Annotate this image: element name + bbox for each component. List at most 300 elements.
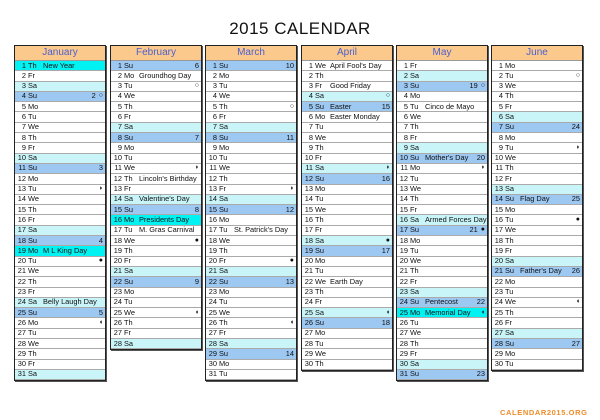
day-row[interactable]: [15, 298, 105, 308]
day-row[interactable]: [111, 236, 201, 246]
week-number: 10: [285, 60, 294, 70]
day-row[interactable]: [397, 298, 487, 308]
day-row[interactable]: [302, 133, 392, 143]
day-row[interactable]: [397, 339, 487, 349]
day-row[interactable]: [15, 360, 105, 370]
day-row[interactable]: [492, 360, 582, 370]
day-row[interactable]: [15, 71, 105, 81]
day-row[interactable]: [206, 329, 296, 339]
day-row[interactable]: [397, 349, 487, 359]
day-row[interactable]: [492, 133, 582, 143]
day-row[interactable]: [206, 195, 296, 205]
weekday-label: Tu: [505, 214, 514, 224]
day-row[interactable]: [206, 164, 296, 174]
day-number: 29: [399, 348, 408, 358]
day-number: 12: [399, 173, 408, 183]
day-row[interactable]: [111, 329, 201, 339]
day-row[interactable]: [111, 195, 201, 205]
day-row[interactable]: [206, 298, 296, 308]
day-number: 28: [113, 338, 122, 348]
day-row[interactable]: [111, 164, 201, 174]
day-row[interactable]: [397, 195, 487, 205]
month-column-may: [396, 45, 488, 381]
day-number: 24: [17, 297, 26, 307]
weekday-label: Tu: [410, 101, 419, 111]
day-row[interactable]: [15, 143, 105, 153]
event-label: Armed Forces Day: [425, 214, 487, 224]
event-label: Flag Day: [520, 194, 550, 204]
day-row[interactable]: [15, 339, 105, 349]
day-row[interactable]: [492, 61, 582, 71]
day-row[interactable]: [492, 257, 582, 267]
moon-first-icon: ◖: [289, 318, 294, 326]
day-row[interactable]: [206, 61, 296, 71]
weekday-label: Su: [505, 338, 515, 348]
day-row[interactable]: [111, 246, 201, 256]
day-row[interactable]: [302, 174, 392, 184]
day-row[interactable]: [492, 164, 582, 174]
day-row[interactable]: [111, 288, 201, 298]
weekday-label: Sa: [315, 91, 325, 101]
weekday-label: Mo: [505, 60, 516, 70]
day-number: 25: [399, 307, 408, 317]
day-row[interactable]: [302, 318, 392, 328]
weekday-label: We: [315, 60, 326, 70]
day-row[interactable]: [397, 71, 487, 81]
day-row[interactable]: [206, 318, 296, 328]
day-row[interactable]: [15, 277, 105, 287]
event-label: Pentecost: [425, 297, 458, 307]
weekday-label: Fr: [505, 101, 512, 111]
weekday-label: Mo: [124, 287, 135, 297]
week-number: 11: [286, 132, 294, 142]
day-number: 23: [304, 287, 313, 297]
day-row[interactable]: [206, 185, 296, 195]
day-row[interactable]: [206, 92, 296, 102]
day-row[interactable]: [111, 133, 201, 143]
day-row[interactable]: [206, 236, 296, 246]
weekday-label: Tu: [315, 266, 324, 276]
weekday-label: Th: [28, 60, 37, 70]
weekday-label: Sa: [28, 153, 38, 163]
day-row[interactable]: [397, 267, 487, 277]
weekday-label: Tu: [410, 173, 419, 183]
day-row[interactable]: [302, 215, 392, 225]
day-row[interactable]: [492, 308, 582, 318]
day-row[interactable]: [302, 308, 392, 318]
day-number: 30: [399, 359, 408, 369]
day-number: 16: [304, 214, 313, 224]
day-number: 22: [17, 276, 26, 286]
event-label: New Year: [43, 60, 75, 70]
day-row[interactable]: [111, 267, 201, 277]
weekday-label: Th: [505, 307, 514, 317]
day-row[interactable]: [302, 277, 392, 287]
day-row[interactable]: [111, 174, 201, 184]
day-row[interactable]: [206, 215, 296, 225]
day-row[interactable]: [206, 123, 296, 133]
day-number: 26: [208, 317, 217, 327]
day-row[interactable]: [206, 246, 296, 256]
weekday-label: Th: [410, 194, 419, 204]
weekday-label: Mo: [28, 173, 39, 183]
week-number: 18: [381, 317, 390, 327]
day-row[interactable]: [302, 360, 392, 370]
day-row[interactable]: [206, 133, 296, 143]
day-number: 15: [399, 204, 408, 214]
site-footer-link[interactable]: CALENDAR2015.ORG: [500, 408, 588, 417]
day-row[interactable]: [397, 133, 487, 143]
day-number: 9: [498, 142, 503, 152]
day-row[interactable]: [206, 71, 296, 81]
weekday-label: We: [124, 235, 135, 245]
day-number: 26: [494, 317, 503, 327]
weekday-label: Sa: [505, 111, 515, 121]
weekday-label: Mo: [315, 111, 326, 121]
day-number: 16: [208, 214, 217, 224]
weekday-label: Mo: [410, 163, 421, 173]
day-row[interactable]: [15, 246, 105, 256]
weekday-label: We: [28, 122, 39, 132]
day-row[interactable]: [397, 82, 487, 92]
day-row[interactable]: [492, 288, 582, 298]
day-number: 18: [304, 235, 313, 245]
day-row[interactable]: [492, 318, 582, 328]
day-row[interactable]: [302, 298, 392, 308]
day-row[interactable]: [397, 226, 487, 236]
day-row[interactable]: [15, 215, 105, 225]
day-number: 27: [399, 328, 408, 338]
day-number: 27: [494, 328, 503, 338]
day-number: 27: [208, 328, 217, 338]
day-row[interactable]: [302, 246, 392, 256]
day-number: 18: [494, 235, 503, 245]
day-number: 18: [208, 235, 217, 245]
day-row[interactable]: [111, 123, 201, 133]
day-number: 2: [498, 70, 503, 80]
day-row[interactable]: [111, 277, 201, 287]
day-row[interactable]: [397, 112, 487, 122]
day-number: 14: [113, 194, 122, 204]
day-number: 7: [308, 122, 313, 132]
day-row[interactable]: [15, 257, 105, 267]
day-row[interactable]: [302, 349, 392, 359]
day-row[interactable]: [397, 288, 487, 298]
day-row[interactable]: [206, 288, 296, 298]
day-row[interactable]: [492, 102, 582, 112]
day-row[interactable]: [15, 133, 105, 143]
day-row[interactable]: [111, 215, 201, 225]
day-number: 11: [114, 163, 122, 173]
day-number: 23: [208, 287, 217, 297]
day-row[interactable]: [15, 195, 105, 205]
weekday-label: Fr: [315, 225, 322, 235]
day-number: 14: [494, 194, 503, 204]
day-row[interactable]: [302, 329, 392, 339]
day-row[interactable]: [206, 349, 296, 359]
day-number: 17: [399, 225, 408, 235]
day-row[interactable]: [111, 318, 201, 328]
moon-full-icon: ○: [289, 102, 294, 110]
day-row[interactable]: [15, 267, 105, 277]
day-row[interactable]: [302, 123, 392, 133]
weekday-label: Sa: [505, 184, 515, 194]
day-number: 8: [117, 132, 122, 142]
week-number: 7: [194, 132, 199, 142]
day-row[interactable]: [111, 92, 201, 102]
day-row[interactable]: [15, 61, 105, 71]
day-number: 19: [399, 245, 408, 255]
day-row[interactable]: [397, 370, 487, 380]
day-row[interactable]: [206, 360, 296, 370]
day-row[interactable]: [492, 143, 582, 153]
day-row[interactable]: [397, 164, 487, 174]
weekday-label: Fr: [28, 359, 35, 369]
day-row[interactable]: [111, 257, 201, 267]
day-row[interactable]: [492, 215, 582, 225]
day-row[interactable]: [302, 164, 392, 174]
event-label: Easter: [330, 101, 352, 111]
day-row[interactable]: [492, 236, 582, 246]
day-row[interactable]: [15, 82, 105, 92]
day-row[interactable]: [397, 360, 487, 370]
day-row[interactable]: [206, 226, 296, 236]
day-row[interactable]: [206, 370, 296, 380]
weekday-label: Tu: [28, 184, 37, 194]
day-row[interactable]: [206, 143, 296, 153]
day-row[interactable]: [397, 102, 487, 112]
day-row[interactable]: [492, 154, 582, 164]
day-number: 15: [304, 204, 313, 214]
day-row[interactable]: [15, 236, 105, 246]
day-row[interactable]: [15, 318, 105, 328]
weekday-label: Sa: [219, 338, 229, 348]
moon-full-icon: ○: [575, 71, 580, 79]
weekday-label: Th: [28, 132, 37, 142]
moon-first-icon: ◖: [575, 298, 580, 306]
weekday-label: Mo: [505, 276, 516, 286]
day-row[interactable]: [397, 174, 487, 184]
day-row[interactable]: [492, 92, 582, 102]
day-number: 20: [494, 256, 503, 266]
day-row[interactable]: [15, 370, 105, 380]
day-row[interactable]: [206, 205, 296, 215]
day-row[interactable]: [302, 226, 392, 236]
weekday-label: Sa: [410, 214, 420, 224]
weekday-label: Mo: [410, 91, 421, 101]
day-row[interactable]: [302, 112, 392, 122]
day-number: 18: [113, 235, 122, 245]
day-row[interactable]: [15, 349, 105, 359]
day-row[interactable]: [15, 164, 105, 174]
day-number: 19: [208, 245, 217, 255]
day-row[interactable]: [397, 185, 487, 195]
day-row[interactable]: [492, 71, 582, 81]
weekday-label: Tu: [124, 81, 133, 91]
day-row[interactable]: [492, 339, 582, 349]
day-row[interactable]: [302, 185, 392, 195]
day-row[interactable]: [492, 82, 582, 92]
day-row[interactable]: [397, 61, 487, 71]
day-number: 14: [399, 194, 408, 204]
weekday-label: Sa: [28, 369, 38, 379]
day-number: 31: [208, 369, 217, 379]
day-row[interactable]: [397, 308, 487, 318]
day-row[interactable]: [397, 215, 487, 225]
day-row[interactable]: [492, 185, 582, 195]
day-row[interactable]: [302, 195, 392, 205]
day-row[interactable]: [15, 185, 105, 195]
moon-first-icon: ◖: [385, 308, 390, 316]
day-row[interactable]: [302, 339, 392, 349]
day-row[interactable]: [302, 102, 392, 112]
day-row[interactable]: [397, 154, 487, 164]
day-row[interactable]: [15, 92, 105, 102]
day-row[interactable]: [206, 112, 296, 122]
day-row[interactable]: [15, 329, 105, 339]
day-number: 7: [403, 122, 408, 132]
day-row[interactable]: [492, 226, 582, 236]
day-row[interactable]: [492, 267, 582, 277]
day-row[interactable]: [15, 123, 105, 133]
day-row[interactable]: [206, 267, 296, 277]
day-row[interactable]: [111, 226, 201, 236]
weekday-label: We: [28, 194, 39, 204]
day-row[interactable]: [15, 205, 105, 215]
day-row[interactable]: [397, 246, 487, 256]
weekday-label: Th: [410, 122, 419, 132]
day-row[interactable]: [111, 308, 201, 318]
day-row[interactable]: [302, 267, 392, 277]
day-row[interactable]: [15, 112, 105, 122]
day-number: 5: [117, 101, 122, 111]
day-row[interactable]: [111, 339, 201, 349]
day-row[interactable]: [492, 298, 582, 308]
weekday-label: Mo: [219, 142, 230, 152]
day-number: 4: [212, 91, 217, 101]
day-row[interactable]: [206, 154, 296, 164]
day-row[interactable]: [111, 298, 201, 308]
day-row[interactable]: [206, 102, 296, 112]
day-row[interactable]: [397, 257, 487, 267]
day-row[interactable]: [15, 308, 105, 318]
weekday-label: Mo: [219, 287, 230, 297]
moon-new-icon: ●: [480, 226, 485, 234]
month-column-march: [205, 45, 297, 381]
day-row[interactable]: [492, 277, 582, 287]
day-row[interactable]: [15, 226, 105, 236]
day-row[interactable]: [302, 61, 392, 71]
day-row[interactable]: [302, 288, 392, 298]
weekday-label: We: [410, 328, 421, 338]
moon-first-icon: ◖: [480, 308, 485, 316]
day-row[interactable]: [302, 205, 392, 215]
day-row[interactable]: [206, 257, 296, 267]
day-row[interactable]: [492, 349, 582, 359]
weekday-label: Mo: [505, 204, 516, 214]
day-row[interactable]: [397, 329, 487, 339]
day-row[interactable]: [302, 71, 392, 81]
day-number: 12: [208, 173, 217, 183]
day-row[interactable]: [492, 195, 582, 205]
day-row[interactable]: [111, 185, 201, 195]
day-number: 17: [304, 225, 313, 235]
day-row[interactable]: [492, 112, 582, 122]
weekday-label: Fr: [124, 111, 131, 121]
day-row[interactable]: [397, 205, 487, 215]
day-row[interactable]: [302, 82, 392, 92]
day-number: 1: [403, 60, 408, 70]
day-row[interactable]: [111, 102, 201, 112]
weekday-label: Th: [315, 214, 324, 224]
day-row[interactable]: [206, 277, 296, 287]
day-number: 1: [308, 60, 313, 70]
weekday-label: Su: [505, 122, 515, 132]
month-header: June: [492, 46, 582, 61]
day-row[interactable]: [397, 318, 487, 328]
day-row[interactable]: [111, 82, 201, 92]
day-row[interactable]: [492, 246, 582, 256]
event-label: St. Patrick's Day: [234, 225, 288, 235]
day-row[interactable]: [397, 277, 487, 287]
day-number: 9: [308, 142, 313, 152]
day-row[interactable]: [206, 339, 296, 349]
day-row[interactable]: [206, 174, 296, 184]
day-row[interactable]: [302, 154, 392, 164]
day-row[interactable]: [397, 123, 487, 133]
weekday-label: Fr: [410, 132, 417, 142]
day-row[interactable]: [111, 154, 201, 164]
day-row[interactable]: [397, 143, 487, 153]
day-row[interactable]: [492, 205, 582, 215]
day-row[interactable]: [492, 174, 582, 184]
day-row[interactable]: [111, 112, 201, 122]
weekday-label: Fr: [315, 297, 322, 307]
day-number: 31: [399, 369, 408, 379]
day-row[interactable]: [111, 61, 201, 71]
weekday-label: Fr: [505, 317, 512, 327]
day-row[interactable]: [15, 102, 105, 112]
day-row[interactable]: [111, 71, 201, 81]
weekday-label: Fr: [219, 328, 226, 338]
day-row[interactable]: [15, 154, 105, 164]
day-row[interactable]: [492, 329, 582, 339]
day-row[interactable]: [15, 174, 105, 184]
day-row[interactable]: [492, 123, 582, 133]
weekday-label: Tu: [315, 122, 324, 132]
weekday-label: Th: [505, 163, 514, 173]
day-row[interactable]: [15, 288, 105, 298]
day-row[interactable]: [111, 143, 201, 153]
day-row[interactable]: [397, 236, 487, 246]
day-number: 13: [17, 184, 26, 194]
week-number: 25: [571, 194, 580, 204]
weekday-label: We: [28, 338, 39, 348]
day-number: 9: [117, 142, 122, 152]
day-number: 3: [498, 81, 503, 91]
day-row[interactable]: [302, 143, 392, 153]
day-number: 15: [113, 204, 122, 214]
day-row[interactable]: [397, 92, 487, 102]
day-row[interactable]: [206, 308, 296, 318]
day-row[interactable]: [302, 257, 392, 267]
day-row[interactable]: [302, 236, 392, 246]
day-row[interactable]: [302, 92, 392, 102]
day-number: 26: [17, 317, 26, 327]
day-number: 15: [17, 204, 26, 214]
day-row[interactable]: [206, 82, 296, 92]
day-row[interactable]: [111, 205, 201, 215]
